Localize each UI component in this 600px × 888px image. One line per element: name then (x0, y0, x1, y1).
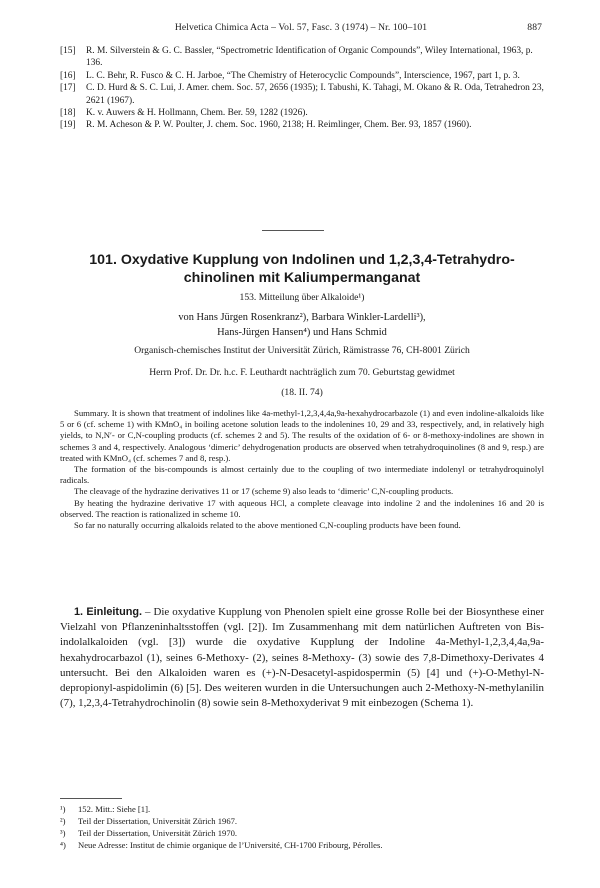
introduction-section (60, 605, 544, 711)
reference-item: [15] R. M. Silverstein & G. C. Bassler, “Spectrometric Identification of Organic Compounds”, Wiley International, 1963, p. 136. (60, 46, 533, 69)
reference-item: [18] K. v. Auwers & H. Hollmann, Chem. Ber. 59, 1282 (1926). (60, 108, 308, 119)
reference-list (60, 45, 544, 132)
dedication: Herrn Prof. Dr. Dr. h.c. F. Leuthardt nachträglich zum 70. Geburtstag gewidmet (149, 367, 455, 378)
footnote-list (60, 803, 544, 851)
footnote-item: ⁴) Neue Adresse: Institut de chimie organique de l’Université, CH-1700 Fribourg, Pérolles. (60, 840, 383, 850)
summary-paragraph: Summary. It is shown that treatment of indolines like 4a-methyl-1,2,3,4,4a,9a-hexahydrocarbazole (1) and even indoline-alkaloids like 5 or 6 (cf. scheme 1) with KMnO₄ in boiling acetone solution leads to the indolenines 10, 29 and 33, respectively, and, in relatively high yields, to N,N′- or C,N-coupling products (cf. schemes 2 and 5). The results of the oxidation of 6- or 8-methoxy-indolines are shown in schemes 3 and 4, respectively. Analogous ‘dimeric’ dehydrogenation products are observed when tetrahydroquinolines (8 and 9, resp.) are treated with KMnO₄ (cf. schemes 7 and 8, resp.). (60, 408, 544, 463)
reference-item: [17] C. D. Hurd & S. C. Lui, J. Amer. chem. Soc. 57, 2656 (1935); I. Tabushi, K. Tahagi, M. Okano & R. Oda, Tetrahedron 23, 2621 (1967). (60, 83, 544, 106)
article-title: 101. Oxydative Kupplung von Indolinen und 1,2,3,4-Tetrahydro- chinolinen mit Kaliumpermanganat (89, 252, 515, 286)
summary-section (60, 408, 544, 531)
institution: Organisch-chemisches Institut der Universität Zürich, Rämistrasse 76, CH-8001 Zürich (134, 345, 470, 356)
footnote-rule (60, 798, 122, 799)
footnote-item: ¹) 152. Mitt.: Siehe [1]. (60, 804, 151, 814)
article-subtitle: 153. Mitteilung über Alkaloide¹) (239, 292, 365, 303)
summary-paragraph: So far no naturally occurring alkaloids related to the above mentioned C,N-coupling products have been found. (74, 520, 461, 531)
footnote-item: ³) Teil der Dissertation, Universität Zürich 1970. (60, 828, 238, 838)
page-number: 887 (527, 22, 542, 33)
section-heading: 1. Einleitung. (74, 606, 143, 618)
summary-paragraph: The cleavage of the hydrazine derivatives 11 or 17 (scheme 9) also leads to ‘dimeric’ C,N-coupling products. (74, 486, 454, 497)
reference-item: [16] L. C. Behr, R. Fusco & C. H. Jarboe, “The Chemistry of Heterocyclic Compounds”, Interscience, 1967, part 1, p. 3. (60, 70, 520, 81)
section-separator (262, 230, 324, 231)
running-header (60, 22, 542, 33)
footnote-item: ²) Teil der Dissertation, Universität Zürich 1967. (60, 816, 238, 826)
summary-paragraph: The formation of the bis-compounds is almost certainly due to the coupling of two intermediate indolenyl or tetrahydroquinolyl radicals. (60, 464, 544, 486)
running-head: Helvetica Chimica Acta – Vol. 57, Fasc. 3 (1974) – Nr. 100–101 (174, 22, 428, 33)
author-list: von Hans Jürgen Rosenkranz²), Barbara Winkler-Lardelli³), Hans-Jürgen Hansen⁴) und Hans Schmid (178, 312, 426, 338)
reference-item: [19] R. M. Acheson & P. W. Poulter, J. chem. Soc. 1960, 2138; H. Reimlinger, Chem. Ber. 93, 1857 (1960). (60, 120, 472, 131)
summary-paragraph: By heating the hydrazine derivative 17 with aqueous HCl, a complete cleavage into indoline 2 and the indolenines 16 and 20 is observed. The reaction is rationalized in scheme 10. (60, 497, 544, 519)
received-date: (18. II. 74) (281, 387, 323, 398)
body-paragraph: 1. Einleitung. – Die oxydative Kupplung von Phenolen spielt eine grosse Rolle bei der Biosynthese einer Vielzahl von Pflanzeninhaltsstoffen (vgl. [2]). Im Zusammenhang mit dem natürlichen Auftreten von Bis-indolalkaloiden (vgl. [3]) wurde die oxydative Kupplung der Indoline 4a-Methyl-1,2,3,4,4a,9a-hexahydrocarbazol (1), seines 6-Methoxy- (2), seines 8-Methoxy- (3) sowie des 7,8-Dimethoxy-Derivates 4 untersucht. Bei den Alkaloiden waren es (+)-N-Desacetyl-aspidospermin (5) [4] und (+)-O-Methyl-N-depropionyl-aspidolimin (6) [5]. Des weiteren wurden in die Untersuchungen auch 2-Methoxy-N-methylanilin (7), 1,2,3,4-Tetrahydrochinolin (8) sowie sein 8-Methoxyderivat 9 mit einbezogen (Schema 1). (60, 606, 544, 710)
